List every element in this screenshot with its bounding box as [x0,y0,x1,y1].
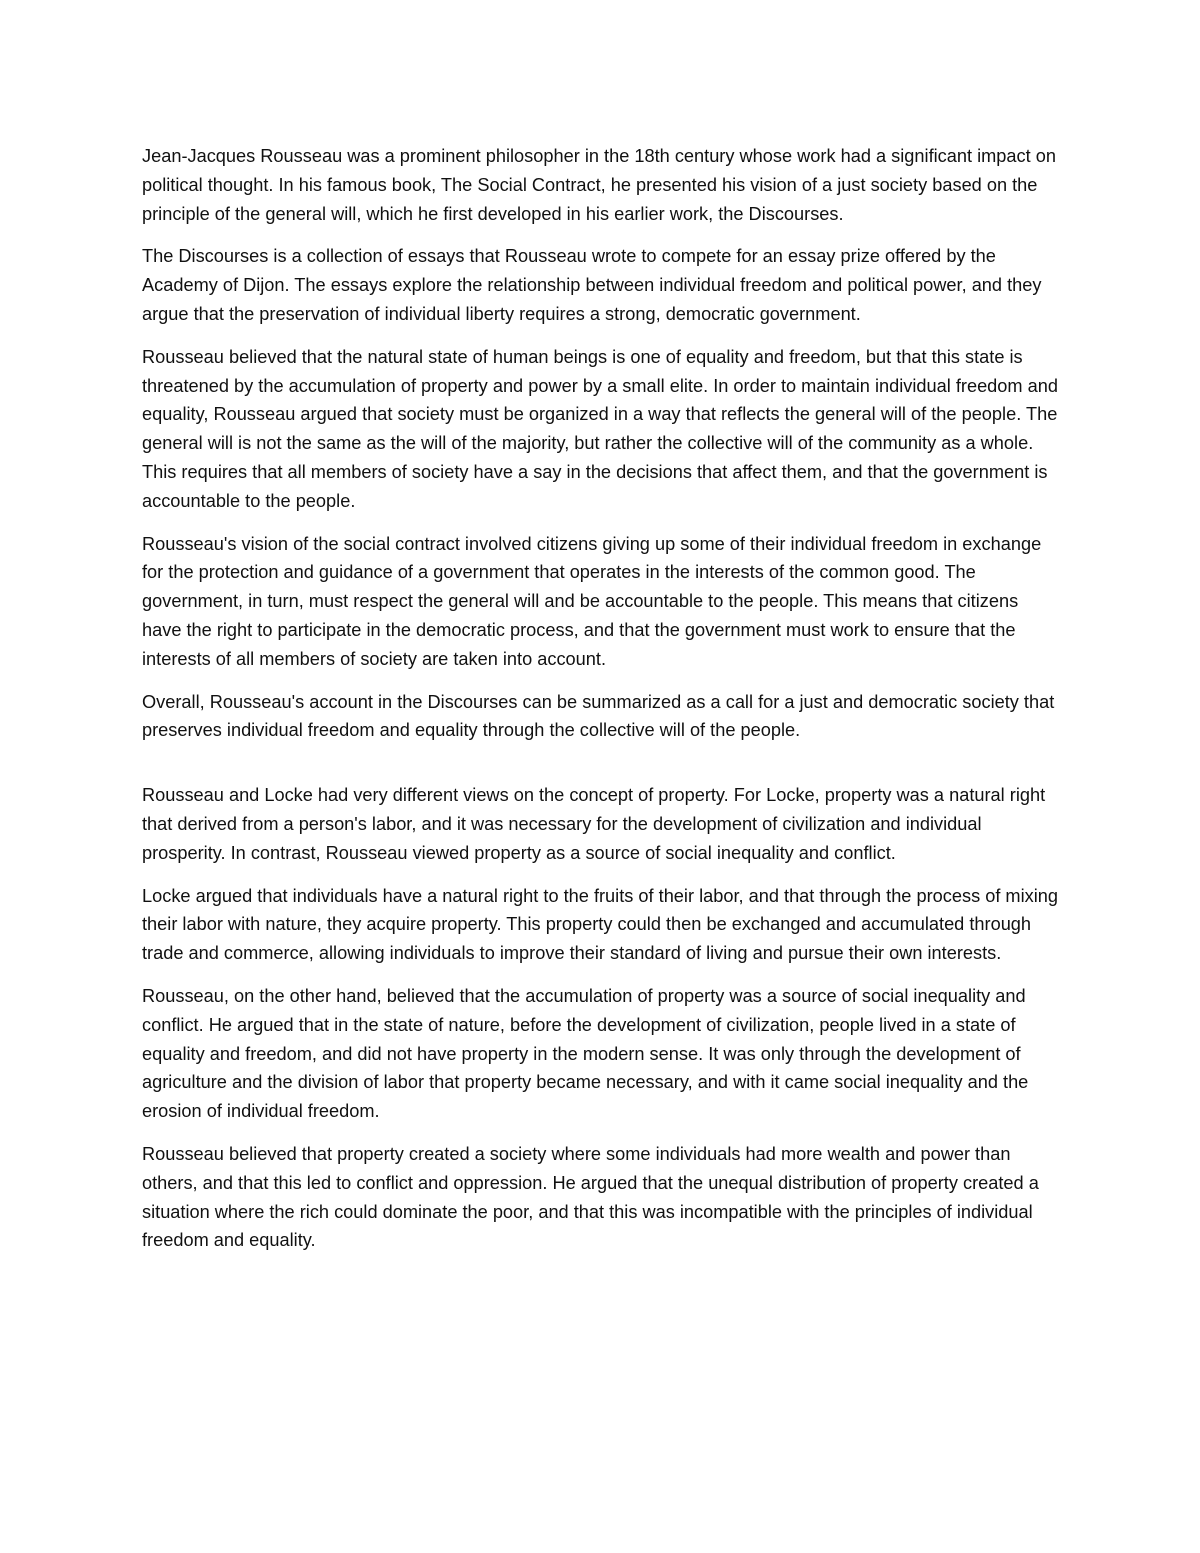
paragraph: Jean-Jacques Rousseau was a prominent philosopher in the 18th century whose work had a significant impact on political thought. In his famous book, The Social Contract, he presented his vision of a just society based on the principle of the general will, which he first developed in his earlier work, the Discourses. [142,146,1056,224]
paragraph: Rousseau, on the other hand, believed that the accumulation of property was a source of social inequality and conflict. He argued that in the state of nature, before the development of civilization, people lived in a state of equality and freedom, and did not have property in the modern sense. It was only through the development of agriculture and the division of labor that property became necessary, and with it came social inequality and the erosion of individual freedom. [142,985,1029,1122]
paragraph: Rousseau believed that property created a society where some individuals had more wealth and power than others, and that this led to conflict and oppression. He argued that the unequal distribution of property created a situation where the rich could dominate the poor, and that this was incompatible with the principles of individual freedom and equality. [142,1143,1039,1251]
paragraph: The Discourses is a collection of essays that Rousseau wrote to compete for an essay prize offered by the Academy of Dijon. The essays explore the relationship between individual freedom and political power, and they argue that the preservation of individual liberty requires a strong, democratic government. [142,246,1042,324]
paragraph: Rousseau and Locke had very different views on the concept of property. For Locke, property was a natural right that derived from a person's labor, and it was necessary for the development of civilization and individual prosperity. In contrast, Rousseau viewed property as a source of social inequality and conflict. [142,785,1046,863]
paragraph: Locke argued that individuals have a natural right to the fruits of their labor, and that through the process of mixing their labor with nature, they acquire property. This property could then be exchanged and accumulated through trade and commerce, allowing individuals to improve their standard of living and pursue their own interests. [142,885,1058,964]
paragraph: Overall, Rousseau's account in the Discourses can be summarized as a call for a just and democratic society that preserves individual freedom and equality through the collective will of the people. [142,691,1055,741]
section-spacer [142,759,1062,781]
document-body [142,142,1062,1269]
paragraph: Rousseau believed that the natural state of human beings is one of equality and freedom, but that this state is threatened by the accumulation of property and power by a small elite. In order to maintain individual freedom and equality, Rousseau argued that society must be organized in a way that reflects the general will of the people. The general will is not the same as the will of the majority, but rather the collective will of the community as a whole. This requires that all members of society have a say in the decisions that affect them, and that the government is accountable to the people. [142,346,1058,511]
paragraph: Rousseau's vision of the social contract involved citizens giving up some of their individual freedom in exchange for the protection and guidance of a government that operates in the interests of the common good. The government, in turn, must respect the general will and be accountable to the people. This means that citizens have the right to participate in the democratic process, and that the government must work to ensure that the interests of all members of society are taken into account. [142,533,1042,669]
